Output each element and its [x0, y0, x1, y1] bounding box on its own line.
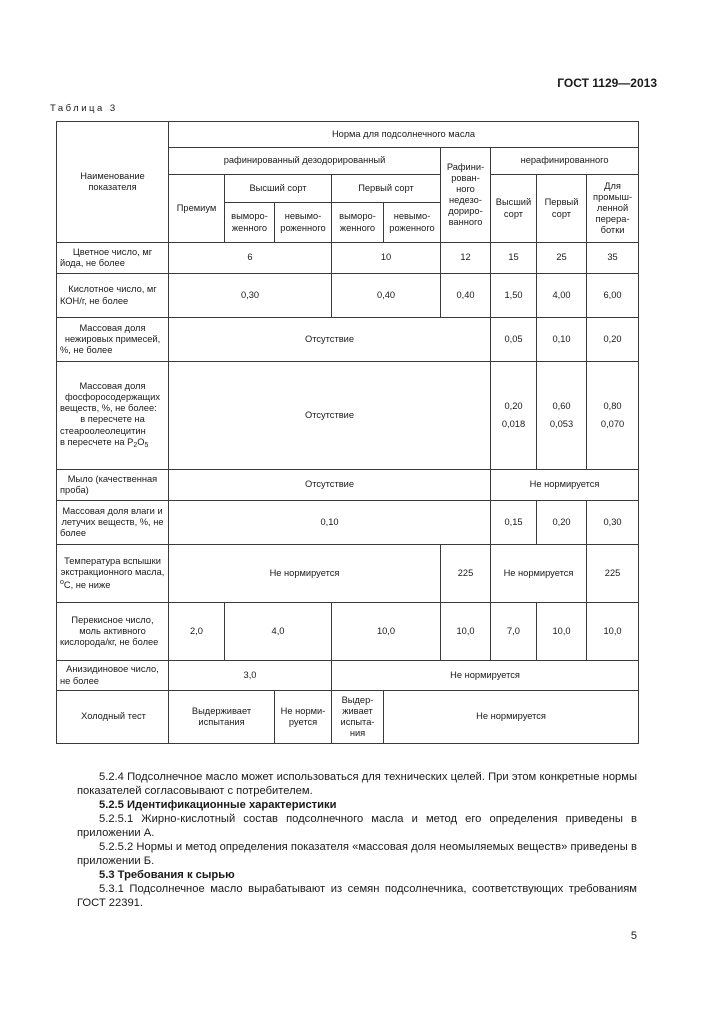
cell: 4,0: [225, 603, 332, 661]
cell: Не нормируется: [275, 691, 332, 744]
header-highest: Высший сорт: [225, 175, 332, 203]
header-param: Наименование показателя: [57, 122, 169, 243]
row-cold: [57, 691, 639, 744]
cell: [587, 362, 639, 470]
cell: [537, 362, 587, 470]
header-nonfrozen-2: невымороженного: [384, 203, 441, 243]
value: 0,20: [504, 401, 523, 412]
cell: 35: [587, 243, 639, 274]
value: 0,80: [603, 401, 622, 412]
cell: 4,00: [537, 274, 587, 318]
value: 0,070: [600, 418, 625, 429]
cell: 225: [441, 545, 491, 603]
cell: 225: [587, 545, 639, 603]
cell: Отсутствие: [169, 362, 491, 470]
cell: 0,20: [537, 501, 587, 545]
para-5-2-5-2: 5.2.5.2 Нормы и метод определения показателя «массовая доля неомыляемых веществ» приведены в приложении Б.: [77, 841, 637, 867]
table-header-row-1: [57, 122, 639, 148]
value: 0,053: [549, 418, 574, 429]
cell: 10,0: [332, 603, 441, 661]
cell: 10: [332, 243, 441, 274]
row-moisture: [57, 501, 639, 545]
cell: 7,0: [491, 603, 537, 661]
cell: 0,30: [587, 501, 639, 545]
header-unrefined: нерафинированного: [491, 148, 639, 175]
phospho-label: Массовая доля фосфоросодержащих веществ, %, не более:: [60, 380, 160, 414]
cell: 0,40: [332, 274, 441, 318]
row-soap: [57, 470, 639, 501]
row-label: Цветное число, мг йода, не более: [57, 243, 169, 274]
row-peroxide: [57, 603, 639, 661]
para-5-3-1: 5.3.1 Подсолнечное масло вырабатывают из семян подсолнечника, соответствующих требованиям ГОСТ 22391.: [77, 883, 637, 909]
flash-label-deg: о: [60, 578, 64, 586]
cell: Не нормируется: [169, 545, 441, 603]
row-label: Холодный тест: [57, 691, 169, 744]
cell: 0,10: [537, 318, 587, 362]
cell: 10,0: [537, 603, 587, 661]
cell: 15: [491, 243, 537, 274]
header-frozen-2: вымороженного: [332, 203, 384, 243]
row-label: Анизидиновое число, не более: [57, 661, 169, 691]
cell: 0,10: [169, 501, 491, 545]
cell: [491, 362, 537, 470]
phospho-sub2: [60, 437, 148, 447]
cell: 3,0: [169, 661, 332, 691]
cell: 0,20: [587, 318, 639, 362]
heading-5-3: 5.3 Требования к сырью: [99, 869, 235, 881]
header-nonfrozen-1: невымороженного: [275, 203, 332, 243]
phospho-sub1: в пересчете на стеароолеолецитин: [60, 414, 146, 436]
row-anisidine: [57, 661, 639, 691]
row-acid: [57, 274, 639, 318]
header-first: Первый сорт: [332, 175, 441, 203]
heading-5-2-5: 5.2.5 Идентификационные характеристики: [99, 799, 337, 811]
value: 0,018: [501, 418, 526, 429]
header-refined-nondeod: Рафинированного недезодорированного: [441, 148, 491, 243]
row-impurities: [57, 318, 639, 362]
phospho-sub2-text: в пересчете на P: [60, 436, 134, 447]
cell: Отсутствие: [169, 470, 491, 501]
row-label: Перекисное число, моль активного кислорода/кг, не более: [57, 603, 169, 661]
row-label: Массовая доля нежировых примесей, %, не более: [57, 318, 169, 362]
cell: 10,0: [441, 603, 491, 661]
cell: 0,30: [169, 274, 332, 318]
row-flash: [57, 545, 639, 603]
value: 0,60: [552, 401, 571, 412]
phospho-sub2-index2: 5: [144, 441, 149, 449]
cell: 10,0: [587, 603, 639, 661]
header-u-industrial: Для промышленной переработки: [587, 175, 639, 243]
row-color: [57, 243, 639, 274]
header-frozen-1: вымороженного: [225, 203, 275, 243]
row-phospho: [57, 362, 639, 470]
document-header: ГОСТ 1129—2013: [557, 76, 657, 90]
cell: 0,15: [491, 501, 537, 545]
header-norm: Норма для подсолнечного масла: [169, 122, 639, 148]
cell: Не нормируется: [384, 691, 639, 744]
cell: 25: [537, 243, 587, 274]
table-caption: Таблица 3: [50, 103, 118, 114]
cell: Выдерживает испытания: [169, 691, 275, 744]
row-label: [57, 362, 169, 470]
row-label: [57, 545, 169, 603]
flash-label-pre: Температура вспышки экстракционного масла,: [60, 556, 165, 578]
header-premium: Премиум: [169, 175, 225, 243]
cell: Не нормируется: [491, 545, 587, 603]
row-label: Массовая доля влаги и летучих веществ, %, не более: [57, 501, 169, 545]
phospho-sub2-tail: O: [137, 436, 145, 447]
header-u-first: Первый сорт: [537, 175, 587, 243]
cell: Отсутствие: [169, 318, 491, 362]
cell: 12: [441, 243, 491, 274]
cell: 6: [169, 243, 332, 274]
row-label: Кислотное число, мг КОН/г, не более: [57, 274, 169, 318]
phospho-sub2-index: 2: [133, 441, 138, 449]
cell: 0,05: [491, 318, 537, 362]
header-u-highest: Высший сорт: [491, 175, 537, 243]
para-5-2-5-1: 5.2.5.1 Жирно-кислотный состав подсолнечного масла и метод его определения приведены в приложении А.: [77, 813, 637, 839]
flash-label-post: С, не ниже: [63, 579, 111, 590]
cell: Не нормируется: [491, 470, 639, 501]
page-number: 5: [630, 930, 637, 942]
norms-table: [56, 121, 639, 744]
cell: 1,50: [491, 274, 537, 318]
header-refined-deod: рафинированный дезодорированный: [169, 148, 441, 175]
cell: 0,40: [441, 274, 491, 318]
cell: Выдерживает испытания: [332, 691, 384, 744]
body-text: [77, 770, 637, 910]
cell: 6,00: [587, 274, 639, 318]
para-5-2-4: 5.2.4 Подсолнечное масло может использоваться для технических целей. При этом конкретные нормы показателей согласовывают с потребителем.: [77, 771, 637, 797]
cell: Не нормируется: [332, 661, 639, 691]
cell: 2,0: [169, 603, 225, 661]
row-label: Мыло (качественная проба): [57, 470, 169, 501]
